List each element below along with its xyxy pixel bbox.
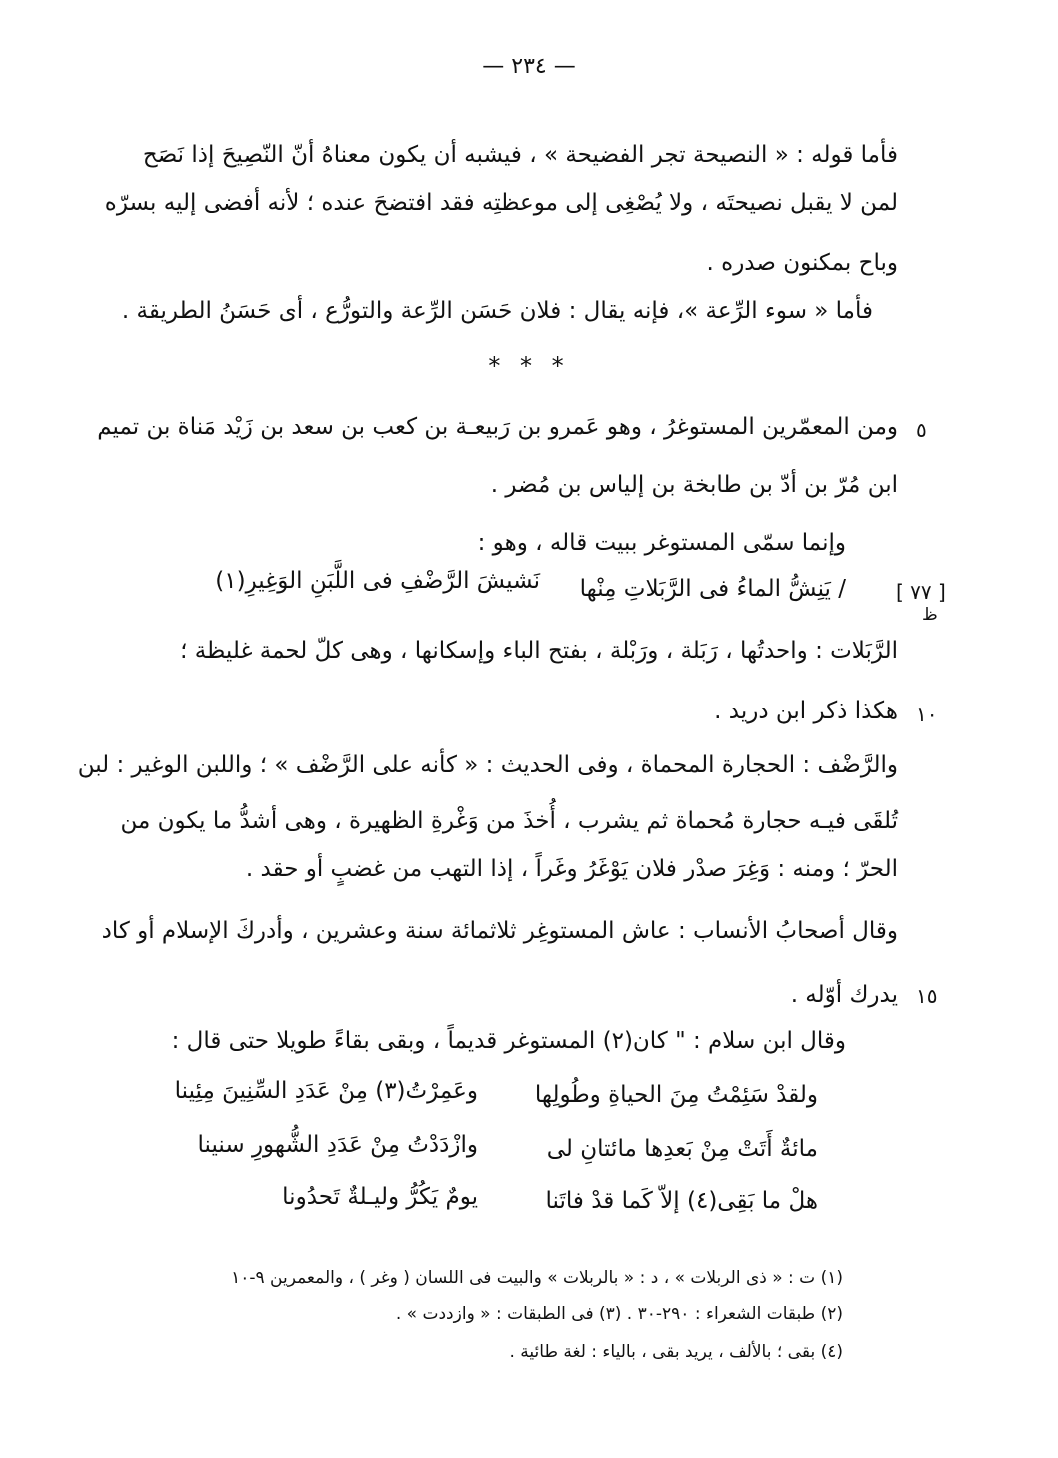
text-line: تُلقَى فيـه حجارة مُحماة ثم يشرب ، أُخذَ من وَغْرةِ الظهيرة ، وهى أشدُّ ما يكون من: [120, 808, 898, 834]
verse-hemistich-right: ولقدْ سَئِمْتُ مِنَ الحياةِ وطُولِها: [534, 1082, 818, 1108]
section-separator: * * *: [488, 352, 570, 380]
text-line: لمن لا يقبل نصيحتَه ، ولا يُصْغِى إلى موعظتِه فقد افتضحَ عنده ؛ لأنه أفضى إليه بسرّه: [104, 190, 898, 216]
text-line: وباح بمكنون صدره .: [706, 250, 898, 276]
manuscript-ref: [ ٧٧ ]: [896, 580, 946, 604]
text-line: والرَّضْف : الحجارة المحماة ، وفى الحديث : « كأنه على الرَّضْف » ؛ واللبن الوغير : لبن: [77, 752, 898, 778]
text-line: يدرك أوّله .: [790, 982, 898, 1008]
manuscript-ref-letter: ظ: [922, 605, 938, 625]
text-line: ابن مُرّ بن أدّ بن طابخة بن إلياس بن مُضر .: [490, 472, 898, 498]
text-line: وإنما سمّى المستوغر ببيت قاله ، وهو :: [477, 530, 846, 556]
verse-hemistich-right: هلْ ما بَقِى(٤) إلاّ كَما قدْ فاتَنا: [545, 1188, 818, 1214]
text-line: هكذا ذكر ابن دريد .: [714, 698, 898, 724]
verse-hemistich-left: وازْدَدْتُ مِنْ عَدَدِ الشُّهورِ سنينا: [197, 1132, 478, 1158]
page-number: — ٢٣٤ —: [482, 54, 576, 79]
line-number-5: ٥: [916, 418, 927, 442]
verse-hemistich-left: وعَمِرْتُ(٣) مِنْ عَدَدِ السِّنِينَ مِئِينا: [174, 1078, 478, 1104]
line-number-15: ١٥: [916, 984, 938, 1008]
footnote: (٤) بقى ؛ بالألف ، يريد بقى ، بالياء : لغة طائية .: [509, 1342, 843, 1362]
text-line: الرَّبَلات : واحدتُها ، رَبَلة ، ورَبْلة ، بفتح الباء وإسكانها ، وهى كلّ لحمة غليظة ؛: [180, 638, 898, 664]
text-line: وقال ابن سلام : " كان(٢) المستوغر قديماً ، وبقى بقاءً طويلا حتى قال :: [171, 1028, 846, 1054]
footnote: (٢) طبقات الشعراء : ٢٩٠-٣٠ . (٣) فى الطبقات : « وازددت » .: [395, 1304, 843, 1324]
verse-hemistich-left: يومٌ يَكُرُّ وليـلةٌ تَحدُونا: [282, 1184, 478, 1210]
verse-hemistich-right: / يَنِشُّ الماءُ فى الرَّبَلاتِ مِنْها: [579, 576, 846, 602]
text-line: فأما « سوء الرِّعة »، فإنه يقال : فلان حَسَن الرِّعة والتورُّع ، أى حَسَنُ الطريقة .: [121, 298, 873, 324]
verse-hemistich-right: مائةٌ أَتَتْ مِنْ بَعدِها مائتانِ لى: [546, 1136, 818, 1162]
text-line: وقال أصحابُ الأنساب : عاش المستوغِر ثلاثمائة سنة وعشرين ، وأدركَ الإسلام أو كاد: [101, 918, 898, 944]
text-line: ومن المعمّرين المستوغرُ ، وهو عَمرو بن رَبيعـة بن كعب بن سعد بن زَيْد مَناة بن تميم: [97, 414, 898, 440]
text-line: فأما قوله : « النصيحة تجر الفضيحة » ، فيشبه أن يكون معناهُ أنّ النّصِيحَ إذا نَصَح: [142, 142, 898, 168]
footnote: (١) ت : « ذى الربلات » ، د : « بالربلات » والبيت فى اللسان ( وغر ) ، والمعمرين ٩-١٠: [231, 1268, 843, 1288]
verse-hemistich-left: نَشيشَ الرَّضْفِ فى اللَّبَنِ الوَغِيرِ(١): [215, 568, 540, 594]
text-line: الحرّ ؛ ومنه : وَغِرَ صدْر فلان يَوْغَرُ وغَراً ، إذا التهب من غضبٍ أو حقد .: [245, 856, 898, 882]
line-number-10: ١٠: [916, 702, 938, 726]
